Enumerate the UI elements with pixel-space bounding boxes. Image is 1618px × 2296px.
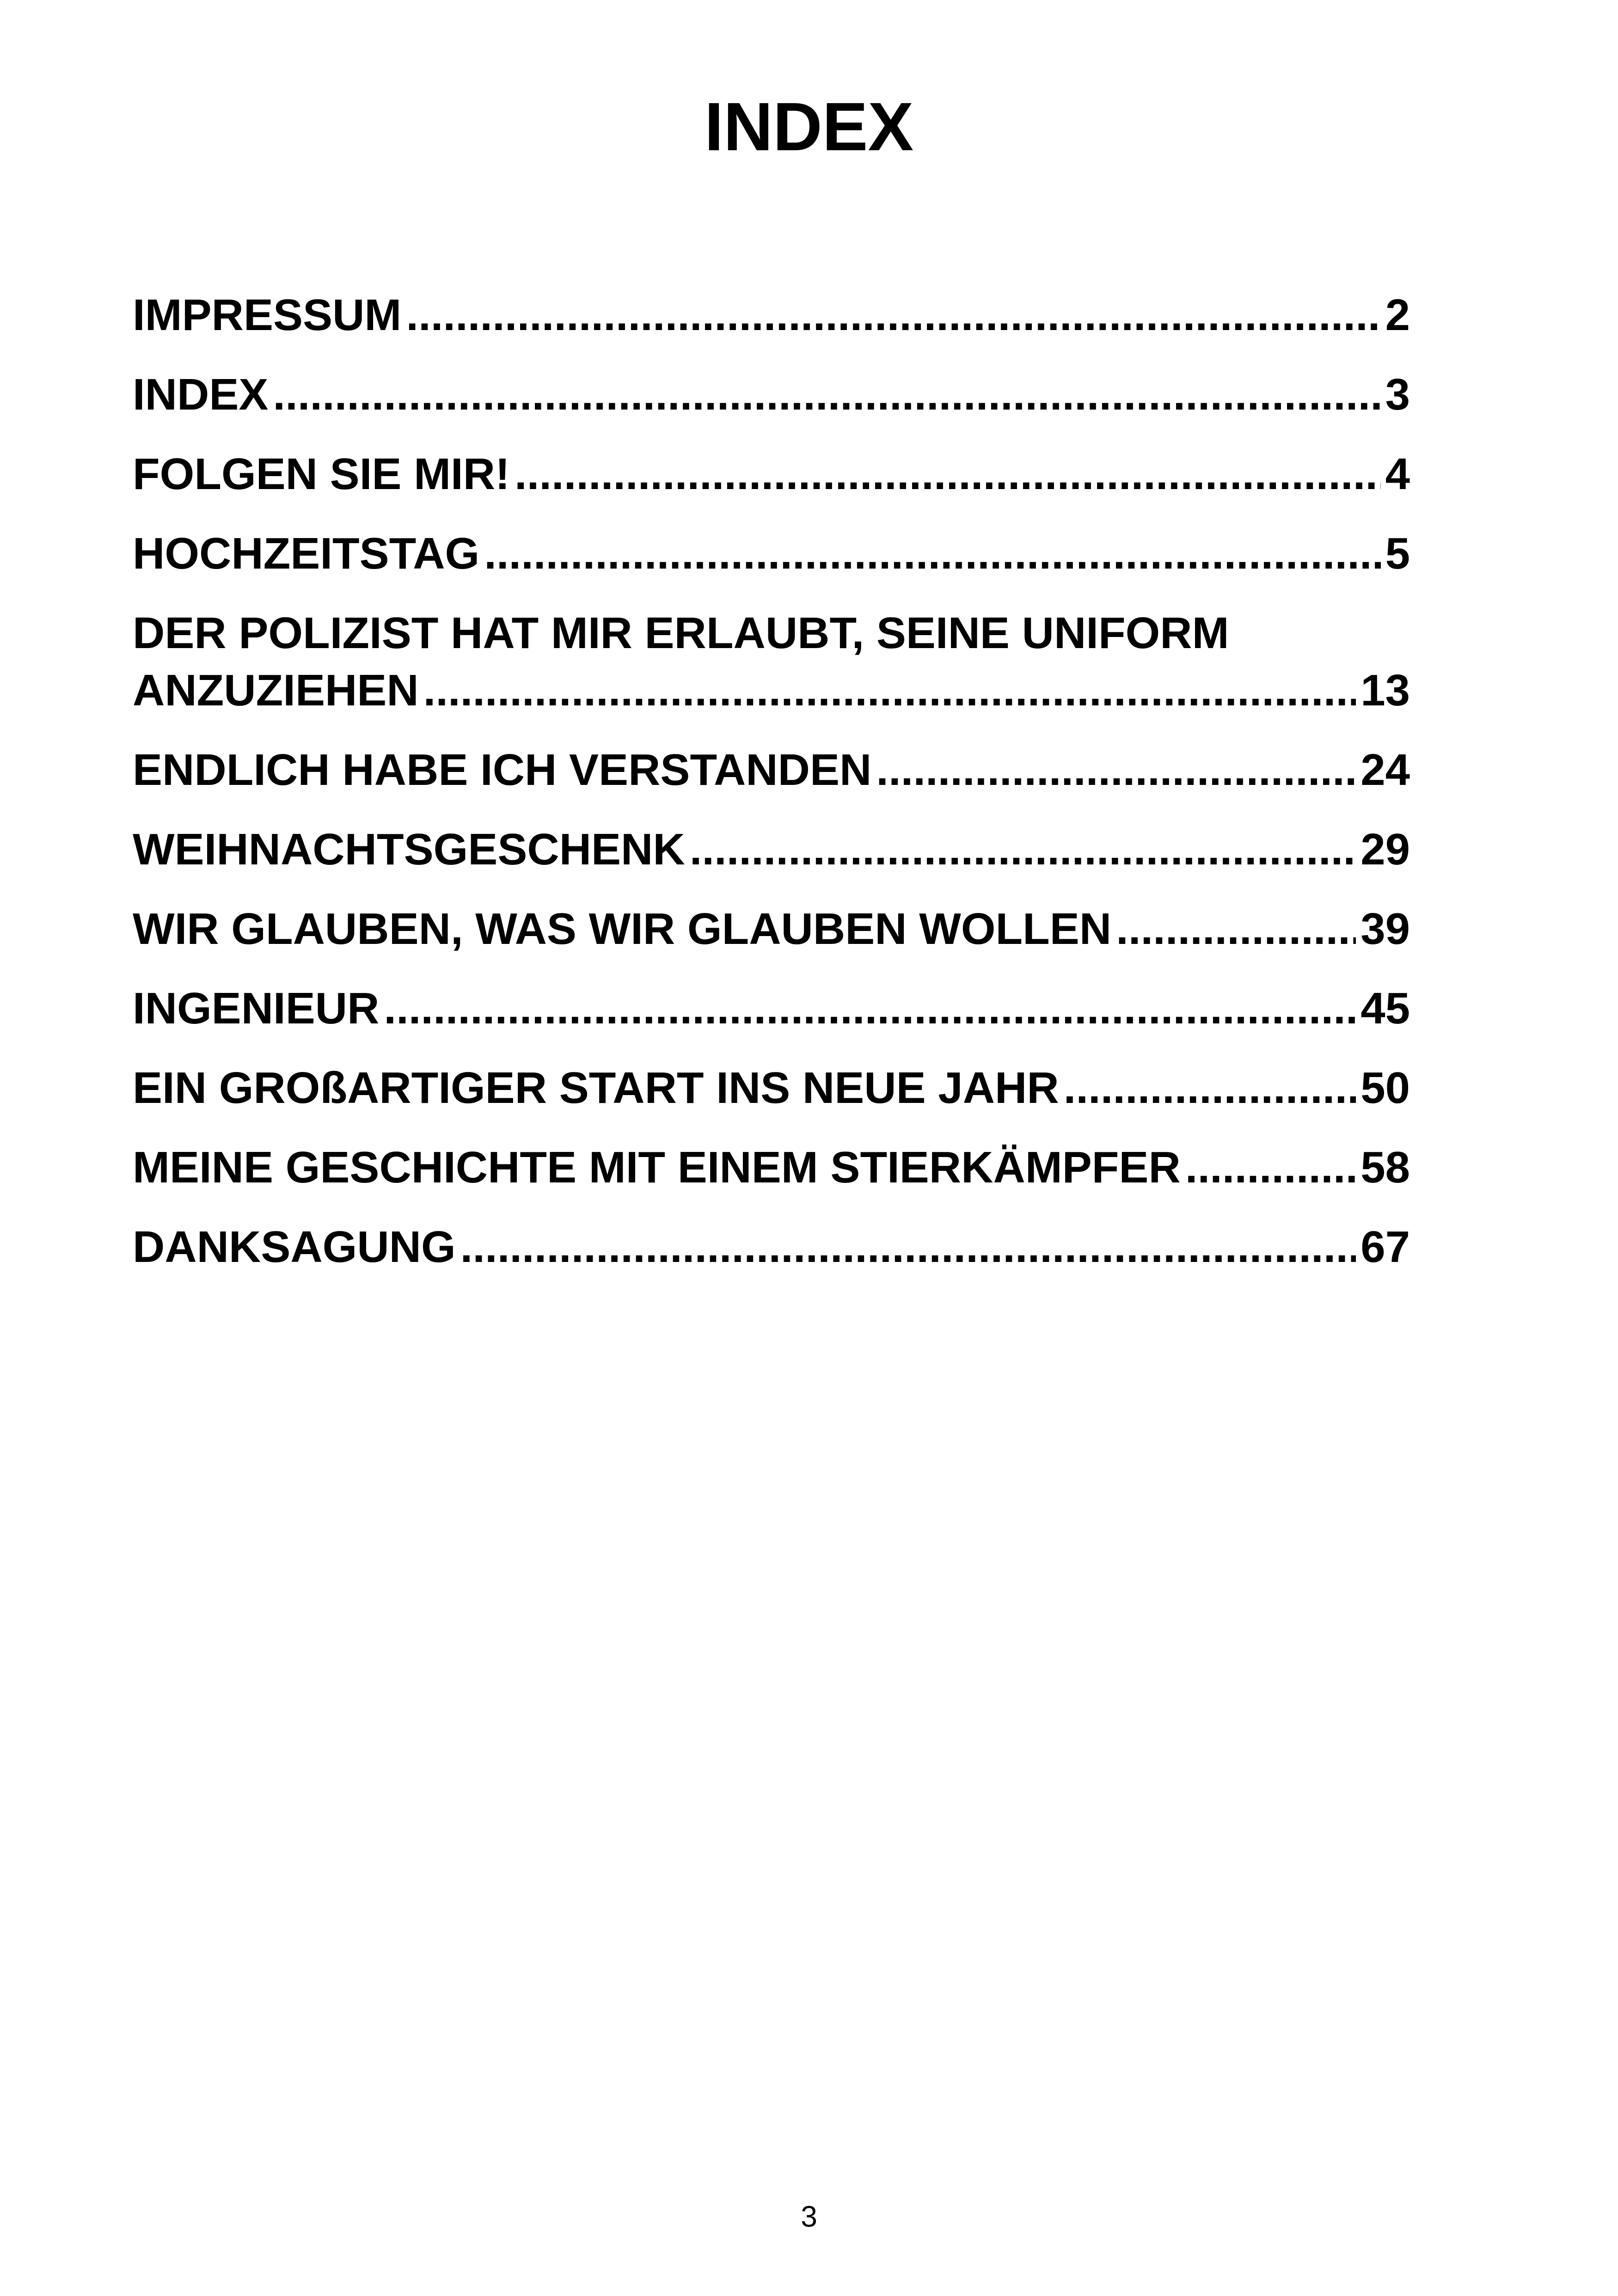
toc-entry-title: FOLGEN SIE MIR! — [133, 449, 510, 499]
toc-entry-page: 2 — [1385, 290, 1410, 340]
toc-dot-leader — [460, 1218, 1356, 1276]
toc-dot-leader — [1064, 1059, 1356, 1117]
toc-dot-leader — [406, 287, 1380, 344]
toc-row — [133, 1218, 1410, 1276]
toc-dot-leader — [1116, 900, 1356, 958]
toc-row — [133, 741, 1410, 799]
toc-entry-title-line: DER POLIZIST HAT MIR ERLAUBT, SEINE UNIFORM — [133, 608, 1229, 658]
toc-entry — [133, 900, 1410, 958]
toc-entry — [133, 1059, 1410, 1117]
toc-row — [133, 900, 1410, 958]
toc-entry — [133, 1139, 1410, 1196]
toc-entry — [133, 525, 1410, 582]
toc-row — [133, 446, 1410, 503]
toc-entry — [133, 287, 1410, 344]
toc-dot-leader — [384, 980, 1356, 1037]
toc-entry-page: 24 — [1361, 745, 1410, 795]
toc-dot-leader — [1185, 1139, 1356, 1196]
toc-dot-leader — [876, 741, 1356, 799]
toc-row — [133, 821, 1410, 878]
toc-dot-leader — [484, 525, 1380, 582]
table-of-contents — [133, 287, 1410, 1298]
toc-entry-title: INGENIEUR — [133, 984, 380, 1033]
toc-entry — [133, 366, 1410, 423]
toc-dot-leader — [273, 366, 1380, 423]
toc-row — [133, 287, 1410, 344]
toc-row — [133, 366, 1410, 423]
toc-dot-leader — [690, 821, 1356, 878]
toc-entry — [133, 821, 1410, 878]
toc-row — [133, 1059, 1410, 1117]
toc-entry-title: EIN GROßARTIGER START INS NEUE JAHR — [133, 1063, 1059, 1113]
toc-entry-title: DANKSAGUNG — [133, 1222, 456, 1272]
toc-row — [133, 1139, 1410, 1196]
toc-entry-title: ANZUZIEHEN — [133, 666, 419, 715]
toc-entry-page: 13 — [1361, 666, 1410, 715]
toc-entry-page: 39 — [1361, 904, 1410, 954]
toc-entry-page: 67 — [1361, 1222, 1410, 1272]
toc-entry-page: 50 — [1361, 1063, 1410, 1113]
toc-row — [133, 980, 1410, 1037]
toc-entry-page: 29 — [1361, 825, 1410, 874]
toc-row — [133, 525, 1410, 582]
toc-entry — [133, 605, 1410, 719]
toc-entry-page: 5 — [1385, 529, 1410, 578]
toc-entry-title: ENDLICH HABE ICH VERSTANDEN — [133, 745, 872, 795]
toc-entry-page: 58 — [1361, 1143, 1410, 1192]
toc-entry — [133, 1218, 1410, 1276]
toc-entry-page: 4 — [1385, 449, 1410, 499]
toc-entry — [133, 980, 1410, 1037]
toc-entry-title: INDEX — [133, 370, 269, 419]
toc-entry-title: MEINE GESCHICHTE MIT EINEM STIERKÄMPFER — [133, 1143, 1181, 1192]
toc-row — [133, 662, 1410, 719]
toc-entry-page: 45 — [1361, 984, 1410, 1033]
footer-page-number: 3 — [801, 2200, 817, 2233]
toc-entry-title: WEIHNACHTSGESCHENK — [133, 825, 685, 874]
page-title: INDEX — [704, 89, 914, 165]
toc-entry-title: HOCHZEITSTAG — [133, 529, 480, 578]
toc-entry-title: WIR GLAUBEN, WAS WIR GLAUBEN WOLLEN — [133, 904, 1112, 954]
toc-dot-leader — [515, 446, 1381, 503]
toc-entry — [133, 741, 1410, 799]
toc-entry — [133, 446, 1410, 503]
toc-entry-page: 3 — [1385, 370, 1410, 419]
toc-entry-title: IMPRESSUM — [133, 290, 402, 340]
toc-dot-leader — [423, 662, 1356, 719]
